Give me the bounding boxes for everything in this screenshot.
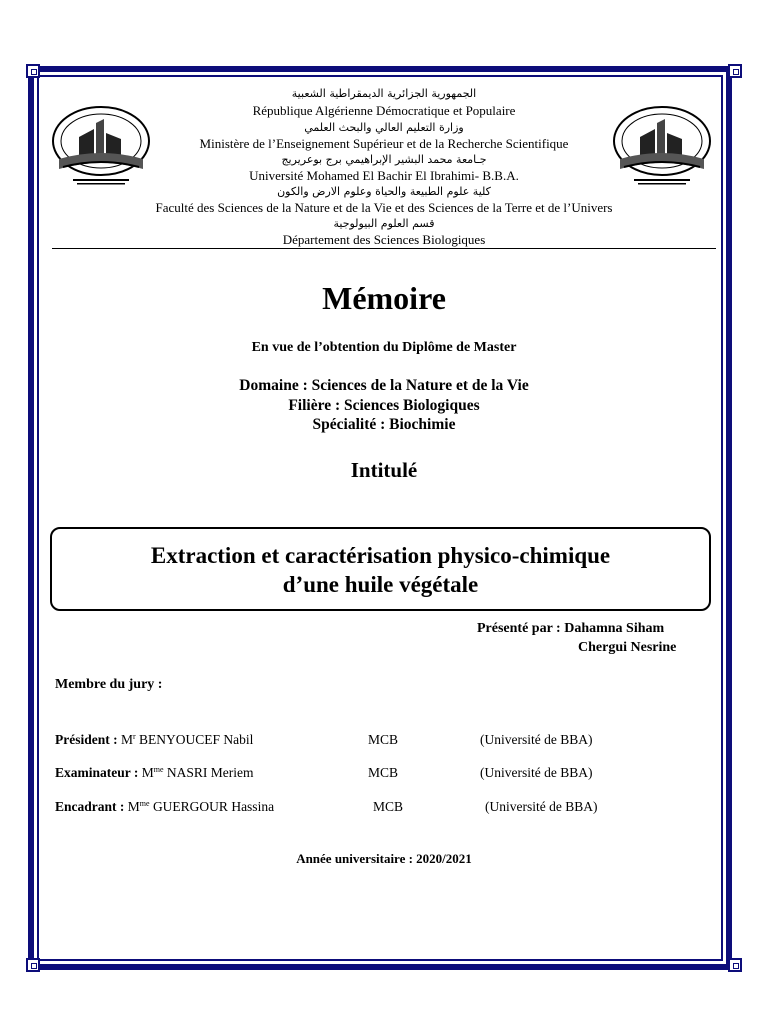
- second-author: Chergui Nesrine: [578, 640, 677, 655]
- domaine: Domaine : Sciences de la Nature et de la Vie: [239, 377, 529, 394]
- presented-by: Présenté par : Dahamna Siham: [477, 621, 665, 636]
- thesis-title-box: [50, 527, 711, 611]
- jury-affiliation: (Université de BBA): [480, 765, 593, 780]
- header-university: Université Mohamed El Bachir El Ibrahimi- B.B.A.: [249, 168, 519, 183]
- jury-heading: Membre du jury :: [55, 677, 163, 692]
- jury-name: BENYOUCEF Nabil: [139, 732, 254, 747]
- header-republic: République Algérienne Démocratique et Populaire: [252, 103, 516, 118]
- jury-title: M: [127, 799, 140, 814]
- thesis-title-line-2: d’une huile végétale: [282, 572, 479, 597]
- jury-name: GUERGOUR Hassina: [152, 799, 275, 814]
- jury-member-examinateur: [55, 765, 254, 781]
- jury-title: M: [141, 765, 154, 780]
- jury-grade: MCB: [368, 732, 399, 747]
- header-department-arabic: قسم العلوم البيولوجية: [333, 217, 435, 230]
- corner-ornament: [26, 64, 40, 78]
- corner-ornament: [26, 958, 40, 972]
- jury-title-sup: me: [139, 799, 150, 808]
- jury-affiliation: (Université de BBA): [485, 799, 598, 814]
- header-faculty-arabic: كلية علوم الطبيعة والحياة وعلوم الارض والكون: [277, 185, 491, 198]
- header-ministry: Ministère de l’Enseignement Supérieur et de la Recherche Scientifique: [199, 136, 569, 151]
- specialite: Spécialité : Biochimie: [312, 416, 456, 433]
- jury-grade: MCB: [373, 799, 404, 814]
- header-ministry-arabic: وزارة التعليم العالي والبحث العلمي: [304, 121, 464, 134]
- academic-year: Année universitaire : 2020/2021: [296, 851, 472, 866]
- corner-ornament: [728, 64, 742, 78]
- jury-title-sup: r: [133, 732, 136, 741]
- corner-ornament: [728, 958, 742, 972]
- document-type: Mémoire: [322, 280, 446, 316]
- header-faculty: Faculté des Sciences de la Nature et de la Vie et des Sciences de la Terre et de l’Univers: [155, 200, 613, 215]
- header-university-arabic: جـامعة محمد البشير الإبراهيمي برج بوعريريج: [281, 153, 487, 166]
- header-department: Département des Sciences Biologiques: [282, 232, 486, 247]
- header-divider: [52, 248, 716, 249]
- intitule-label: Intitulé: [350, 458, 418, 482]
- jury-name: NASRI Meriem: [166, 765, 254, 780]
- jury-title-sup: me: [153, 765, 164, 774]
- jury-title: M: [120, 732, 133, 747]
- header-republic-arabic: الجمهورية الجزائرية الديمقراطية الشعبية: [291, 87, 477, 100]
- jury-role: Président :: [55, 732, 118, 747]
- jury-grade: MCB: [368, 765, 399, 780]
- diploma-purpose: En vue de l’obtention du Diplôme de Master: [251, 340, 517, 355]
- filiere: Filière : Sciences Biologiques: [288, 397, 480, 414]
- jury-affiliation: (Université de BBA): [480, 732, 593, 747]
- jury-member-encadrant: [55, 799, 274, 815]
- jury-role: Examinateur :: [55, 765, 139, 780]
- jury-role: Encadrant :: [55, 799, 125, 814]
- jury-member-president: [55, 732, 253, 748]
- thesis-title-line-1: Extraction et caractérisation physico-chimique: [150, 543, 611, 568]
